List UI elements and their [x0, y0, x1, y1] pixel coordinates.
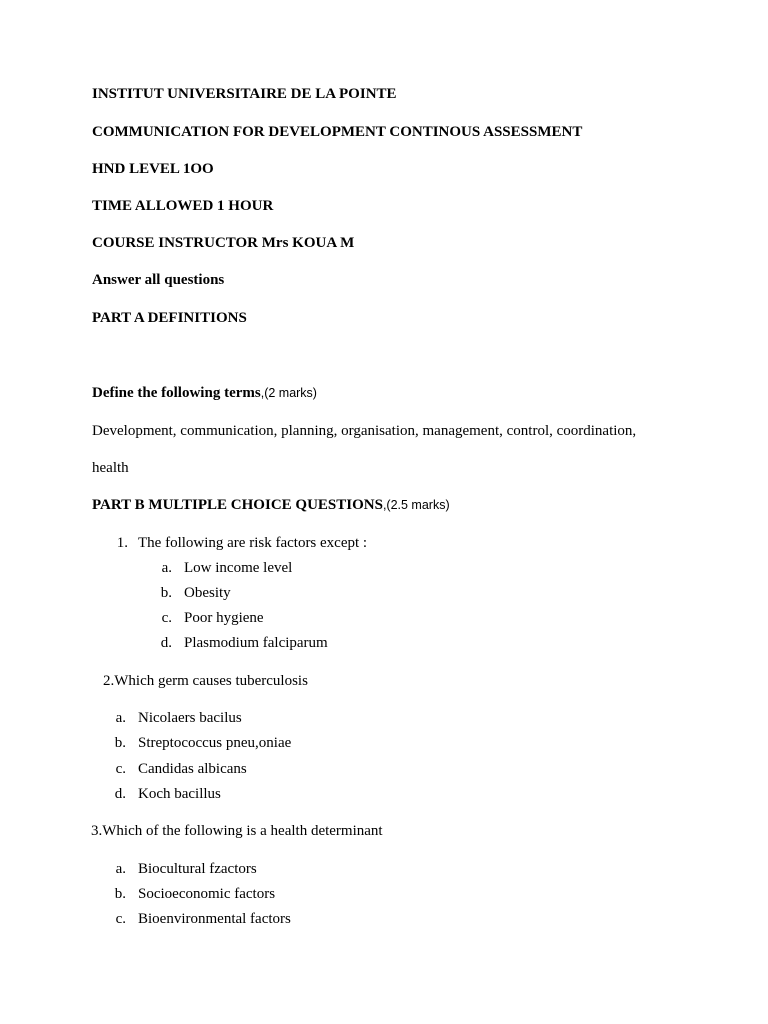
q3-option-a-text: Biocultural fzactors [138, 861, 257, 877]
part-a-prompt [92, 384, 317, 402]
question-3-text: 3.Which of the following is a health determinant [91, 823, 383, 839]
level-line: HND LEVEL 1OO [92, 161, 214, 177]
q1-option-c-letter: c. [161, 610, 172, 626]
q1-option-b-letter: b. [160, 585, 172, 601]
q3-option-b-letter: b. [114, 886, 126, 902]
q2-option-b-text: Streptococcus pneu,oniae [138, 735, 292, 751]
question-1-number: 1. [116, 535, 128, 551]
part-a-title: PART A DEFINITIONS [92, 310, 247, 326]
part-a-terms-line2: health [92, 460, 129, 476]
question-2-text: 2.Which germ causes tuberculosis [103, 673, 308, 689]
q3-option-c-letter: c. [115, 911, 126, 927]
q2-option-c-letter: c. [115, 761, 126, 777]
q2-option-c-text: Candidas albicans [138, 761, 247, 777]
institution-name: INSTITUT UNIVERSITAIRE DE LA POINTE [92, 86, 397, 102]
q3-option-c-text: Bioenvironmental factors [138, 911, 291, 927]
q1-option-b-text: Obesity [184, 585, 231, 601]
q1-option-a-letter: a. [161, 560, 172, 576]
part-b-title-line [92, 496, 450, 514]
time-allowed-line: TIME ALLOWED 1 HOUR [92, 198, 274, 214]
instruction-line: Answer all questions [92, 272, 225, 288]
instructor-line: COURSE INSTRUCTOR Mrs KOUA M [92, 235, 355, 251]
part-a-prompt-text: Define the following terms [92, 385, 261, 401]
q2-option-b-letter: b. [114, 735, 126, 751]
q2-option-a-letter: a. [115, 710, 126, 726]
q1-option-a-text: Low income level [184, 560, 293, 576]
q1-option-c-text: Poor hygiene [184, 610, 264, 626]
q1-option-d-letter: d. [160, 635, 172, 651]
assessment-title: COMMUNICATION FOR DEVELOPMENT CONTINOUS ASSESSMENT [92, 124, 583, 140]
question-1-text: The following are risk factors except : [138, 535, 368, 551]
q3-option-b-text: Socioeconomic factors [138, 886, 276, 902]
part-b-marks: ,(2.5 marks) [382, 498, 450, 512]
q2-option-d-text: Koch bacillus [138, 786, 221, 802]
part-a-marks: ,(2 marks) [260, 386, 317, 400]
q2-option-d-letter: d. [114, 786, 126, 802]
q1-option-d-text: Plasmodium falciparum [184, 635, 328, 651]
q3-option-a-letter: a. [115, 861, 126, 877]
part-b-title: PART B MULTIPLE CHOICE QUESTIONS [92, 497, 383, 513]
q2-option-a-text: Nicolaers bacilus [138, 710, 242, 726]
part-a-terms-line1: Development, communication, planning, organisation, management, control, coordination, [92, 423, 637, 439]
